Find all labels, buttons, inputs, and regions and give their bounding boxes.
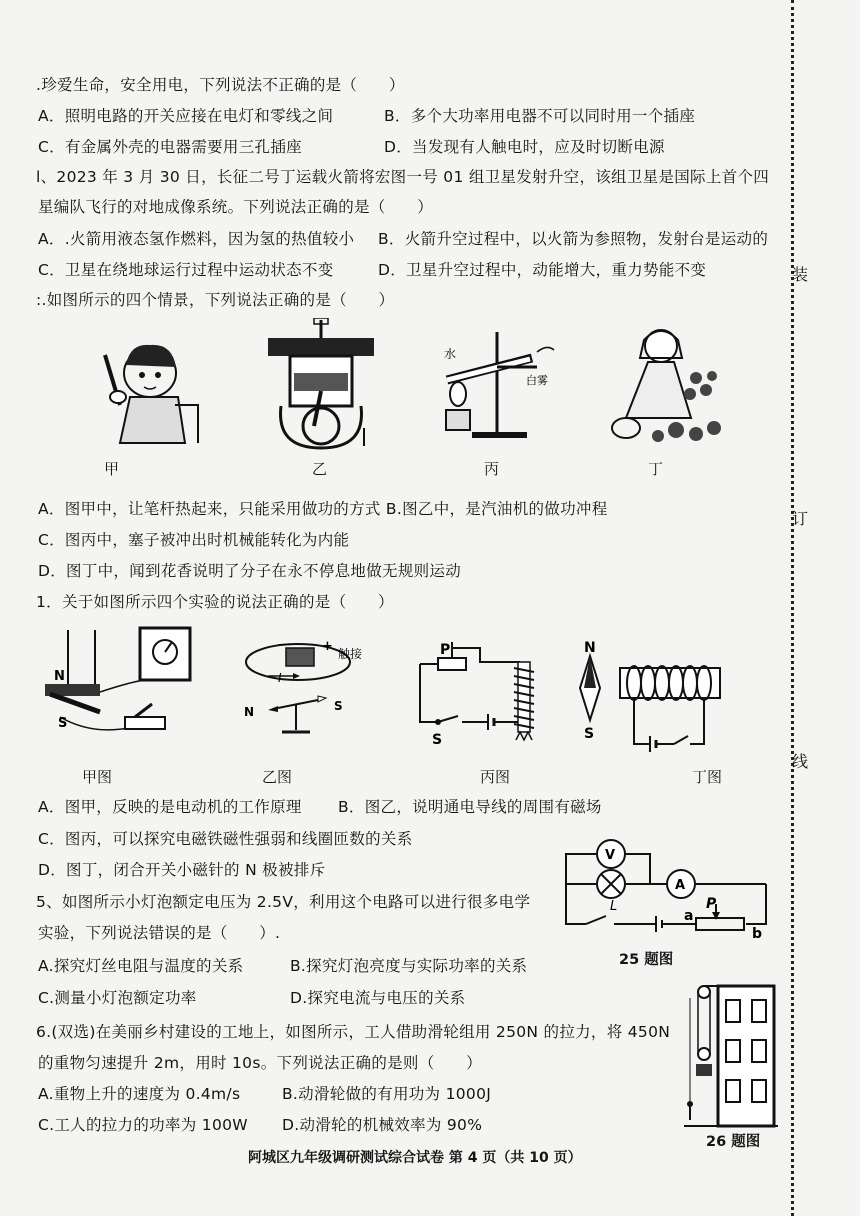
q3-option-a-b: A．图甲中，让笔杆热起来，只能采用做功的方式 B.图乙中，是汽油机的做功冲程 [38,500,608,518]
q4-jia-label-n: N [54,669,65,684]
q4-option-c: C．图丙，可以探究电磁铁磁性强弱和线圈匝数的关系 [38,830,413,848]
side-mark-xian: 线 [792,752,809,771]
q4-option-d: D．图丁，闭合开关小磁针的 N 极被排斥 [38,861,326,879]
q2-option-b: B．火箭升空过程中，以火箭为参照物，发射台是运动的 [378,230,769,248]
q1-option-b: B．多个大功率用电器不可以同时用一个插座 [384,107,696,125]
q3-bing-label-mist: 白雾 [526,374,548,387]
q1-option-c: C．有金属外壳的电器需要用三孔插座 [38,138,302,156]
q5-stem-line2: 实验，下列说法错误的是（ ）. [38,924,281,942]
q3-option-c: C．图丙中，塞子被冲出时机械能转化为内能 [38,531,350,549]
q5-stem-line1: 5、如图所示小灯泡额定电压为 2.5V，利用这个电路可以进行很多电学 [36,893,531,911]
q4-yi-label-i: I [278,671,282,685]
q4-figure-yi-oersted [238,630,388,742]
q3-caption-bing: 丙 [484,460,500,478]
q3-option-d: D．图丁中，闻到花香说明了分子在永不停息地做无规则运动 [38,562,462,580]
q6-pulley-building-figure [682,978,782,1128]
q4-caption-yi: 乙图 [262,768,293,786]
q4-caption-bing: 丙图 [480,768,511,786]
q5-option-b: B.探究灯泡亮度与实际功率的关系 [290,957,528,975]
q3-figure-jia-child-rubbing-pen [80,325,205,450]
q4-bing-label-p: P [440,642,451,658]
q3-caption-yi: 乙 [312,460,328,478]
q6-stem-line1: 6.(双选)在美丽乡村建设的工地上，如图所示，工人借助滑轮组用 250N 的拉力，将 450N [36,1023,671,1041]
q5-slider-label: P [706,896,717,912]
q5-lamp-label: L [610,899,618,914]
q5-end-a-label: a [684,908,694,924]
q3-caption-jia: 甲 [104,460,120,478]
q3-figure-yi-engine-stroke [266,318,376,450]
q4-yi-label-n: N [244,705,255,719]
q4-stem: 1．关于如图所示四个实验的说法正确的是（ ） [36,593,394,611]
q2-stem-line1: l、2023 年 3 月 30 日，长征二号丁运载火箭将宏图一号 01 组卫星发射升空，该组卫星是国际上首个四 [36,168,770,186]
side-mark-ding: 订 [792,509,809,528]
q6-figure-caption: 26 题图 [706,1134,761,1150]
q5-end-b-label: b [752,926,763,942]
q6-option-d: D.动滑轮的机械效率为 90% [282,1116,483,1134]
q2-option-a: A．.火箭用液态氢作燃料，因为氢的热值较小 [38,230,355,248]
q3-stem: :.如图所示的四个情景，下列说法正确的是（ ） [36,291,395,309]
q6-stem-line2: 的重物匀速提升 2m，用时 10s。下列说法正确的是则（ ） [38,1054,482,1072]
q1-option-a: A．照明电路的开关应接在电灯和零线之间 [38,107,334,125]
q4-yi-label-plus: + [322,639,333,654]
q4-figure-bing-electromagnet [410,640,555,752]
q4-yi-label-s: S [334,699,343,713]
q4-caption-ding: 丁图 [692,768,723,786]
q5-option-d: D.探究电流与电压的关系 [290,989,466,1007]
q6-option-c: C.工人的拉力的功率为 100W [38,1116,248,1134]
q1-option-d: D．当发现有人触电时，应及时切断电源 [384,138,665,156]
q4-bing-label-s: S [432,732,443,748]
q4-option-b: B．图乙，说明通电导线的周围有磁场 [338,798,602,816]
q5-ammeter-label: A [675,878,686,893]
binding-line [791,0,794,1216]
side-mark-zhuang: 装 [792,265,809,284]
q6-option-a: A.重物上升的速度为 0.4m/s [38,1085,241,1103]
q5-option-c: C.测量小灯泡额定功率 [38,989,197,1007]
q5-option-a: A.探究灯丝电阻与温度的关系 [38,957,244,975]
q5-figure-caption: 25 题图 [619,952,674,968]
q4-figure-ding-compass-coil [570,638,730,756]
q5-circuit-diagram [556,838,781,944]
q2-option-d: D．卫星升空过程中，动能增大，重力势能不变 [378,261,707,279]
q4-jia-label-s: S [58,716,68,731]
q4-yi-label-touch: 触接 [338,647,363,661]
q6-option-b: B.动滑轮做的有用功为 1000J [282,1085,492,1103]
q4-caption-jia: 甲图 [82,768,113,786]
q5-voltmeter-label: V [605,848,616,863]
q1-stem: .珍爱生命，安全用电，下列说法不正确的是（ ） [36,76,405,94]
q4-yi-label-minus: — [278,637,291,652]
q2-stem-line2: 星编队飞行的对地成像系统。下列说法正确的是（ ） [38,198,434,216]
q4-ding-label-s: S [584,726,595,742]
q3-bing-label-water: 水 [444,347,457,361]
page-footer: 阿城区九年级调研测试综合试卷 第 4 页（共 10 页） [248,1150,582,1166]
q4-figure-jia-induction [40,622,200,742]
q4-option-a: A．图甲，反映的是电动机的工作原理 [38,798,302,816]
q3-caption-ding: 丁 [648,460,664,478]
q2-option-c: C．卫星在绕地球运行过程中运动状态不变 [38,261,334,279]
q3-figure-bing-test-tube [422,322,557,444]
q3-figure-ding-girl-flowers [606,318,726,446]
q4-ding-label-n: N [584,640,596,656]
